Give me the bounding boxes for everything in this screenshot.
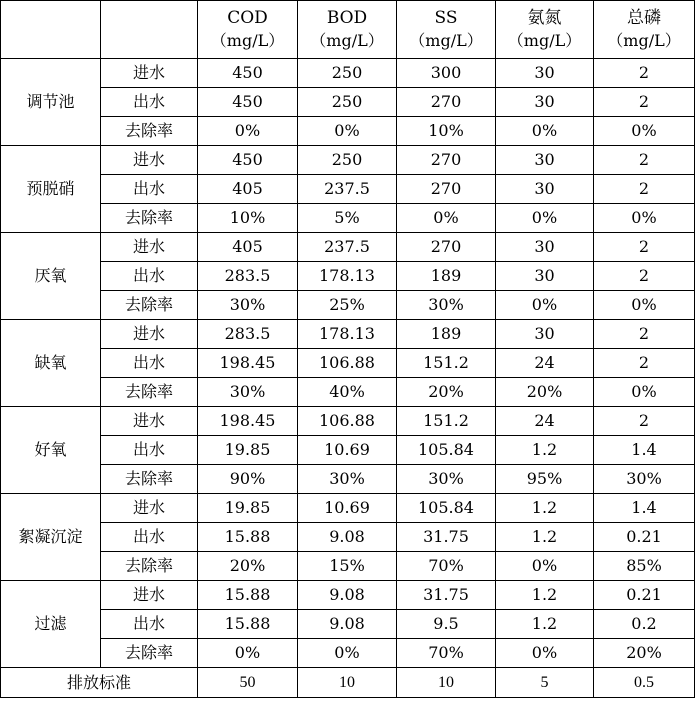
table-row [1, 436, 695, 465]
value-cell: 106.88 [298, 349, 397, 378]
value-cell: 0.21 [594, 581, 695, 610]
value-cell: 9.08 [298, 610, 397, 639]
standard-label: 排放标准 [1, 668, 198, 698]
value-cell: 0% [594, 117, 695, 146]
value-cell: 0% [594, 291, 695, 320]
value-cell: 9.5 [397, 610, 496, 639]
value-cell: 0% [496, 204, 594, 233]
value-cell: 1.4 [594, 494, 695, 523]
stage-name-cell: 厌氧 [1, 233, 101, 320]
value-cell: 30% [594, 465, 695, 494]
standard-value: 0.5 [594, 668, 695, 698]
stage-name-cell: 好氧 [1, 407, 101, 494]
value-cell: 270 [397, 146, 496, 175]
row-type-cell: 进水 [101, 59, 198, 88]
value-cell: 9.08 [298, 523, 397, 552]
value-cell: 24 [496, 407, 594, 436]
value-cell: 1.4 [594, 436, 695, 465]
value-cell: 189 [397, 262, 496, 291]
table-row [1, 291, 695, 320]
value-cell: 250 [298, 59, 397, 88]
table-row [1, 581, 695, 610]
header-name: COD [227, 8, 268, 29]
value-cell: 0% [594, 378, 695, 407]
value-cell: 0.2 [594, 610, 695, 639]
value-cell: 15.88 [198, 581, 298, 610]
value-cell: 450 [198, 88, 298, 117]
value-cell: 30% [298, 465, 397, 494]
row-type-cell: 出水 [101, 349, 198, 378]
value-cell: 10% [397, 117, 496, 146]
stage-name-cell: 缺氧 [1, 320, 101, 407]
value-cell: 1.2 [496, 494, 594, 523]
value-cell: 105.84 [397, 436, 496, 465]
value-cell: 0% [198, 639, 298, 668]
value-cell: 250 [298, 88, 397, 117]
value-cell: 30 [496, 88, 594, 117]
value-cell: 30 [496, 320, 594, 349]
value-cell: 30 [496, 262, 594, 291]
standard-value: 10 [298, 668, 397, 698]
value-cell: 178.13 [298, 320, 397, 349]
value-cell: 1.2 [496, 610, 594, 639]
header-name: SS [434, 8, 458, 29]
value-cell: 10.69 [298, 436, 397, 465]
value-cell: 70% [397, 639, 496, 668]
value-cell: 15% [298, 552, 397, 581]
value-cell: 450 [198, 146, 298, 175]
standard-value: 5 [496, 668, 594, 698]
value-cell: 405 [198, 175, 298, 204]
value-cell: 19.85 [198, 494, 298, 523]
row-type-cell: 出水 [101, 262, 198, 291]
table-row [1, 552, 695, 581]
table-row [1, 117, 695, 146]
value-cell: 30 [496, 175, 594, 204]
row-type-cell: 去除率 [101, 204, 198, 233]
row-type-cell: 进水 [101, 320, 198, 349]
value-cell: 2 [594, 146, 695, 175]
header-bod [298, 1, 397, 59]
table-row [1, 146, 695, 175]
value-cell: 450 [198, 59, 298, 88]
header-ss [397, 1, 496, 59]
value-cell: 40% [298, 378, 397, 407]
standard-value: 10 [397, 668, 496, 698]
value-cell: 95% [496, 465, 594, 494]
stage-name-cell: 过滤 [1, 581, 101, 668]
value-cell: 0% [496, 291, 594, 320]
value-cell: 270 [397, 175, 496, 204]
value-cell: 237.5 [298, 175, 397, 204]
header-name: 氨氮 [527, 8, 562, 29]
value-cell: 10.69 [298, 494, 397, 523]
value-cell: 20% [594, 639, 695, 668]
row-type-cell: 去除率 [101, 291, 198, 320]
value-cell: 2 [594, 175, 695, 204]
value-cell: 2 [594, 320, 695, 349]
row-type-cell: 出水 [101, 175, 198, 204]
table-row [1, 349, 695, 378]
value-cell: 2 [594, 59, 695, 88]
row-type-cell: 去除率 [101, 117, 198, 146]
value-cell: 5% [298, 204, 397, 233]
value-cell: 2 [594, 88, 695, 117]
value-cell: 189 [397, 320, 496, 349]
value-cell: 1.2 [496, 436, 594, 465]
header-name: BOD [326, 8, 368, 29]
value-cell: 10% [198, 204, 298, 233]
value-cell: 250 [298, 146, 397, 175]
value-cell: 20% [496, 378, 594, 407]
table-row [1, 523, 695, 552]
standard-row [1, 668, 695, 698]
header-ammonia [496, 1, 594, 59]
value-cell: 90% [198, 465, 298, 494]
row-type-cell: 去除率 [101, 552, 198, 581]
row-type-cell: 出水 [101, 88, 198, 117]
value-cell: 2 [594, 349, 695, 378]
row-type-cell: 去除率 [101, 639, 198, 668]
value-cell: 30 [496, 146, 594, 175]
table-row [1, 610, 695, 639]
value-cell: 31.75 [397, 523, 496, 552]
table-row [1, 494, 695, 523]
value-cell: 30 [496, 233, 594, 262]
value-cell: 198.45 [198, 407, 298, 436]
table-row [1, 175, 695, 204]
header-cod [198, 1, 298, 59]
value-cell: 15.88 [198, 610, 298, 639]
value-cell: 405 [198, 233, 298, 262]
table-row [1, 262, 695, 291]
row-type-cell: 进水 [101, 233, 198, 262]
header-row [1, 1, 695, 59]
row-type-cell: 去除率 [101, 465, 198, 494]
stage-name-cell: 絮凝沉淀 [1, 494, 101, 581]
value-cell: 20% [198, 552, 298, 581]
table-row [1, 204, 695, 233]
value-cell: 270 [397, 88, 496, 117]
header-unit: （mg/L） [409, 31, 483, 51]
row-type-cell: 出水 [101, 436, 198, 465]
table-row [1, 233, 695, 262]
value-cell: 198.45 [198, 349, 298, 378]
header-unit: （mg/L） [310, 31, 384, 51]
value-cell: 0% [496, 117, 594, 146]
row-type-cell: 进水 [101, 407, 198, 436]
row-type-cell: 出水 [101, 610, 198, 639]
header-empty-cell [101, 1, 198, 59]
value-cell: 0% [298, 117, 397, 146]
table-row [1, 639, 695, 668]
value-cell: 178.13 [298, 262, 397, 291]
value-cell: 1.2 [496, 581, 594, 610]
value-cell: 2 [594, 233, 695, 262]
value-cell: 30% [397, 291, 496, 320]
value-cell: 30% [198, 378, 298, 407]
row-type-cell: 进水 [101, 494, 198, 523]
value-cell: 300 [397, 59, 496, 88]
value-cell: 0% [496, 552, 594, 581]
header-empty-cell [1, 1, 101, 59]
value-cell: 283.5 [198, 262, 298, 291]
value-cell: 0.21 [594, 523, 695, 552]
value-cell: 237.5 [298, 233, 397, 262]
stage-name-cell: 调节池 [1, 59, 101, 146]
table-row [1, 59, 695, 88]
value-cell: 15.88 [198, 523, 298, 552]
value-cell: 25% [298, 291, 397, 320]
header-unit: （mg/L） [210, 31, 285, 51]
value-cell: 151.2 [397, 407, 496, 436]
value-cell: 0% [496, 639, 594, 668]
value-cell: 31.75 [397, 581, 496, 610]
header-total-phosphorus [594, 1, 695, 59]
value-cell: 106.88 [298, 407, 397, 436]
value-cell: 9.08 [298, 581, 397, 610]
value-cell: 0% [198, 117, 298, 146]
table-row [1, 465, 695, 494]
standard-value: 50 [198, 668, 298, 698]
value-cell: 0% [594, 204, 695, 233]
value-cell: 30% [198, 291, 298, 320]
value-cell: 2 [594, 262, 695, 291]
value-cell: 283.5 [198, 320, 298, 349]
table-row [1, 320, 695, 349]
row-type-cell: 进水 [101, 581, 198, 610]
value-cell: 270 [397, 233, 496, 262]
value-cell: 2 [594, 407, 695, 436]
value-cell: 0% [298, 639, 397, 668]
table-row [1, 88, 695, 117]
value-cell: 1.2 [496, 523, 594, 552]
value-cell: 0% [397, 204, 496, 233]
value-cell: 70% [397, 552, 496, 581]
value-cell: 105.84 [397, 494, 496, 523]
value-cell: 85% [594, 552, 695, 581]
value-cell: 20% [397, 378, 496, 407]
value-cell: 30% [397, 465, 496, 494]
row-type-cell: 出水 [101, 523, 198, 552]
header-unit: （mg/L） [507, 31, 582, 51]
table-row [1, 407, 695, 436]
header-unit: （mg/L） [607, 31, 681, 51]
value-cell: 151.2 [397, 349, 496, 378]
row-type-cell: 进水 [101, 146, 198, 175]
row-type-cell: 去除率 [101, 378, 198, 407]
header-name: 总磷 [627, 8, 661, 29]
value-cell: 19.85 [198, 436, 298, 465]
value-cell: 24 [496, 349, 594, 378]
stage-name-cell: 预脱硝 [1, 146, 101, 233]
value-cell: 30 [496, 59, 594, 88]
table-row [1, 378, 695, 407]
